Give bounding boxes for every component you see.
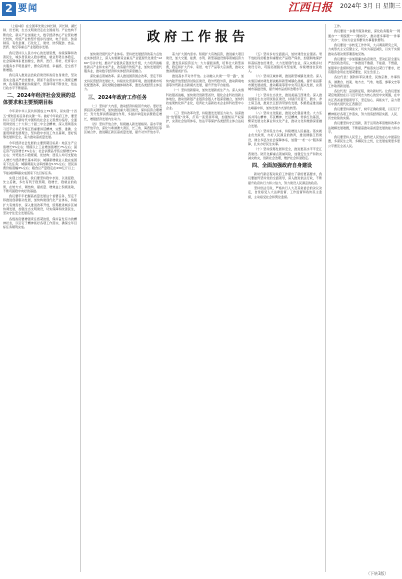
body-paragraph: 我们要进一步转变工作作风，大兴调查研究之风，力戒形式主义官僚主义，切实为基层减负，以实干实绩推动各项决策部署落地见效。 bbox=[328, 43, 400, 56]
body-paragraph: 加快建设现代化产业体系。坚持把发展经济的着力点放在实体经济上，深入实施制造业重点产业链现代化建设“1269”行动计划，推动产业链供应链优化升级，大力培育战略性新兴产业和未来产业，改造提升传统产业，加快发展现代服务业，推动数字经济和实体经济深度融合。 bbox=[84, 52, 162, 74]
body-paragraph: （三）坚持改革攻坚，持续激发发展活力动力。纵深推进“放管服”改革，打造一流营商环境，加强知识产权保护，完善社会信用体系，依法平等保护各类经营主体合法权益。 bbox=[166, 110, 244, 128]
masthead-divider bbox=[0, 20, 402, 21]
article-column-1 bbox=[3, 24, 77, 572]
body-paragraph: 各位代表！奋进新征程，建功新时代。让我们更加紧密地团结在以习近平同志为核心的党中央周围，在中共江西省委坚强领导下，坚定信心、真抓实干，奋力谱写中国式现代化江西篇章！ bbox=[328, 89, 400, 107]
body-paragraph: 我们深入推进法治政府建设和政府自身建设，坚决落实全面从严治党要求，锲而不舍落实中央八项规定精神，政务服务效能持续提升，营商环境不断优化，依法行政水平不断提高。 bbox=[3, 73, 77, 91]
body-paragraph: （八）坚持文化赋能，推进文化强省建设。大力弘扬井冈山精神、苏区精神、长征精神，传承红色基因，繁荣发展文化事业和文化产业，推动文化和旅游深度融合发展。 bbox=[248, 110, 322, 128]
column-divider bbox=[325, 24, 326, 572]
body-paragraph: 推进高水平对外开放。主动融入共建“一带一路”，加快内陆开放型经济试验区建设，稳外贸稳外资，推动跨境电商等外贸新业态新模式发展，提升开放平台能级。 bbox=[166, 74, 244, 88]
headline: 政府工作报告 bbox=[146, 30, 249, 45]
body-paragraph: 我们要牢牢把握高质量发展这个首要任务，坚定不移推进创新驱动发展，加快构建现代化产业体系，持续扩大有效需求，深入推进改革开放，统筹推进城乡区域协调发展，加强生态文明建设，切实保障和改善民生，坚决守住安全发展底线。 bbox=[3, 194, 77, 216]
body-paragraph: （七）坚持生态优先，推进美丽江西建设。深入推进国家生态文明试验区建设，持续打好蓝天、碧水、净土保卫战，推进长江经济带绿色发展，积极稳妥推进碳达峰碳中和，加快发展方式绿色转型。 bbox=[248, 92, 322, 110]
masthead bbox=[0, 0, 402, 20]
body-paragraph: 我们要进一步提升服务效能，深化政务服务“一网通办”“一网统管”“一网协同”，推动更多事项“一件事一次办”，切实为企业和群众办事提供便利。 bbox=[328, 29, 400, 42]
paper-name-logo: 江西日报 bbox=[288, 1, 332, 14]
body-paragraph: 各位代表！国防和军队建设、民族宗教、外事侨务、港澳台、档案、地方志、气象、地震、参事文史等工作取得新进展。 bbox=[328, 75, 400, 88]
article-column-3 bbox=[166, 52, 244, 572]
section-subheading: 二、2024年经济社会发展的总体要求和主要预期目标 bbox=[3, 93, 76, 107]
article-column-4 bbox=[248, 52, 322, 572]
body-paragraph: （二）坚持扩大内需，推动经济持续回升向好。更好发挥投资关键作用，加快推进重大项目建设，保持投资合理增长；充分发挥消费基础性作用，多措并举促进消费稳定增长，增强经济发展内生动力。 bbox=[84, 103, 162, 121]
body-paragraph: （九）坚持民生为本，持续增进人民福祉。落实就业优先政策，办好人民满意的教育，推进健康江西建设，健全多层次社会保障体系，加强“一老一小”服务保障，扎实办好民生实事。 bbox=[248, 129, 322, 146]
body-paragraph: 各级政府要增强责任感紧迫感，保持奋发有为的精神状态，以钉钉子精神抓好各项工作落实，确保全年目标任务顺利完成。 bbox=[3, 216, 77, 230]
article-column-5 bbox=[328, 24, 400, 572]
body-paragraph: （五）坚持乡村全面振兴，加快建设农业强省。毫不放松抓好粮食和重要农产品稳产保供，加强耕地保护和高标准农田建设，大力发展现代农业，深入实施乡村建设行动，巩固拓展脱贫攻坚成果，持续增加农民收入。 bbox=[248, 52, 322, 74]
body-paragraph: 着力扩大国内需求。积极扩大有效投资，推进重大项目建设，加大交通、能源、水利、新型基础设施等领域投资力度，激发民间投资活力；大力提振消费，培育壮大新型消费，稳定和扩大汽车、家居、电子产品等大宗消费，推动文旅消费提质扩容。 bbox=[166, 52, 244, 74]
body-paragraph: （十）坚持统筹发展和安全，推进更高水平平安江西建设。防范化解重点领域风险，加强安全生产和防灾减灾救灾，创新社会治理，维护社会和谐稳定。 bbox=[248, 147, 322, 160]
section-subheading: 四、全面加强政府自身建设 bbox=[252, 163, 313, 170]
body-paragraph: 深化重点领域改革。深入推进国资国企改革，坚定不移支持民营经济发展壮大，持续优化营商环境，推进要素市场化配置改革，深化财税金融体制改革，激发各类经营主体活力。 bbox=[84, 74, 162, 92]
body-paragraph: 坚持依法行政，严格执行人大及其常委会的决议决定，自觉接受人大法律监督、工作监督和政协民主监督，主动接受社会和舆论监督。 bbox=[248, 186, 322, 199]
body-paragraph: （一）坚持创新驱动，加快发展新质生产力。深入实施科技强省战略，加快建设创新型省份，强化企业科技创新主体地位，推动创新链产业链资金链人才链深度融合，加快科技成果转化和产业化，培育壮大高新技术企业和科技型中小企业。 bbox=[166, 88, 244, 110]
continued-mark: （下转3版） bbox=[366, 571, 389, 576]
body-paragraph: 今年是中华人民共和国成立75周年，是实现“十四五”规划目标任务的关键一年。做好今年政府工作，要坚持以习近平新时代中国特色社会主义思想为指导，全面贯彻党的二十大和二十届二中全会精神，深入贯彻落实习近平总书记考察江西重要讲话精神，完整、准确、全面贯彻新发展理念，坚持稳中求进工作总基调，更好统筹发展和安全，着力推动高质量发展。 bbox=[3, 109, 77, 140]
issue-date: 2024年 3月 日 星期三 bbox=[340, 3, 401, 10]
column-divider bbox=[80, 24, 81, 572]
body-paragraph: 我们要坚持人民至上，始终把人民放在心中最高位置，多谋民生之利、多解民生之忧，让发展成果更多更公平惠及全省人民。 bbox=[328, 135, 400, 148]
body-paragraph: （上接1版）在全国率先建立林长制、河长制、湖长制、田长制，生态文明建设走在全国前列。产业结构不断优化，新兴产业加速壮大，数字经济核心产业营收增长较快，传统产业转型升级步伐加快，电子信息、装备制造、有色金属、石化化工、建材、纺织服装、食品、医药、航空等重点产业链稳步发展。 bbox=[3, 24, 77, 50]
body-paragraph: 我们坚持以人民为中心的发展思想，持续保障和改善民生，城乡居民收入稳步增加，就业形势总体稳定，社会保障体系更加健全，教育、医疗、养老、托育等公共服务水平明显提升，群众获得感、幸福感、安全感不断增强。 bbox=[3, 50, 77, 72]
body-paragraph: （四）坚持开放合作，积极融入新发展格局。高水平建设开放平台，深化与粤港澳大湾区、长三角、海西经济区等区域合作，推进赣江新区高质量发展，提升对外开放水平。 bbox=[84, 121, 162, 135]
body-paragraph: 工作。 bbox=[334, 24, 344, 28]
body-paragraph: 我们要坚持真抓实干，树牢正确政绩观，以钉钉子精神抓好各项工作落实，努力创造经得起实践、人民、历史检验的实绩。 bbox=[328, 107, 400, 120]
article-column-2 bbox=[84, 52, 162, 572]
body-paragraph: 我们要坚持守正创新，善于运用改革思维和改革办法破解发展难题，不断提高推动高质量发展的能力和水平。 bbox=[328, 121, 400, 134]
section-subheading: 三、2024年政府工作任务 bbox=[88, 94, 147, 101]
section-label: 要闻 bbox=[18, 4, 39, 14]
body-paragraph: 新时代新征程对政府工作提出了新的更高要求，我们要始终坚持党的全面领导，深入推进依法行政，不断提升政府执行力和公信力，努力建设人民满意的政府。 bbox=[248, 172, 322, 185]
body-paragraph: （六）坚持区域协调，推进新型城镇化建设。深入实施区域协调发展战略和新型城镇化战略，提升南昌都市圈发展能级，推动赣南等原中央苏区振兴发展，完善城市基础设施，提升城市品质和治理水平。 bbox=[248, 74, 322, 92]
page-number-badge: 2 bbox=[2, 2, 16, 16]
body-paragraph: 我们要进一步加强廉洁政府建设，坚决扛起全面从严治党政治责任，一体推进不敢腐、不能腐、不想腐，加强审计监督和统计监督，严格落实过紧日子要求，把有限资金用在发展紧要处、民生急需上。 bbox=[328, 57, 400, 74]
body-paragraph: 今年经济社会发展的主要预期目标是：地区生产总值增长5%左右；规模以上工业增加值增长7%左右；固定资产投资增长3%左右；社会消费品零售总额增长6%左右；外贸进出口稳规模、优结构；居民人均可支配收入增长与经济增长基本同步；城镇新增就业人数完成国家下达任务；城镇调查失业率控制在5.5%左右；居民消费价格涨幅3%左右；粮食总产量稳定在430亿斤以上；节能减排降碳完成国家下达目标任务。 bbox=[3, 140, 77, 175]
body-paragraph: 实现上述目标，我们要坚持稳中求进、以进促稳、先立后破，多出有利于稳预期、稳增长、稳就业的政策，在转方式、调结构、提质量、增效益上积极进取，不断巩固稳中向好的基础。 bbox=[3, 175, 77, 193]
